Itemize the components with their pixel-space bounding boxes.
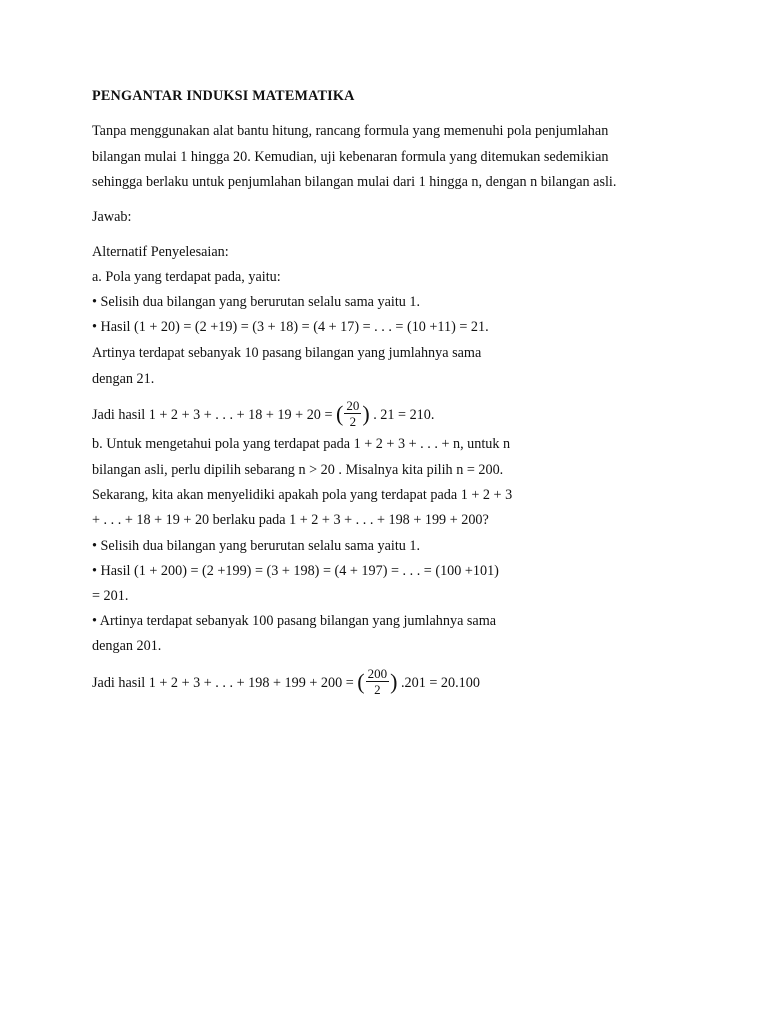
part-b-fraction <box>366 666 390 697</box>
alternative-title: Alternatif Penyelesaian: <box>92 244 229 260</box>
part-b-line-4: + . . . + 18 + 19 + 20 berlaku pada 1 + 2 + 3 + . . . + 198 + 199 + 200? <box>92 512 489 528</box>
part-b-bullet-3-cont: dengan 201. <box>92 638 162 654</box>
part-a-fraction <box>344 398 361 429</box>
intro-line-1: Tanpa menggunakan alat bantu hitung, rancang formula yang memenuhi pola penjumlahan <box>92 123 609 139</box>
open-paren: ( <box>357 668 365 694</box>
close-paren: ) <box>362 400 370 426</box>
close-paren: ) <box>390 668 398 694</box>
part-b-bullet-3: • Artinya terdapat sebanyak 100 pasang bilangan yang jumlahnya sama <box>92 613 497 629</box>
part-a-heading: a. Pola yang terdapat pada, yaitu: <box>92 269 281 285</box>
fraction-numerator: 200 <box>367 666 388 681</box>
part-b-line-3: Sekarang, kita akan menyelidiki apakah pola yang terdapat pada 1 + 2 + 3 <box>92 487 513 503</box>
part-b-result <box>92 668 480 699</box>
fraction-numerator: 20 <box>346 398 360 413</box>
open-paren: ( <box>336 400 344 426</box>
part-b-bullet-1: • Selisih dua bilangan yang berurutan selalu sama yaitu 1. <box>92 538 421 554</box>
part-b-bullet-2-cont: = 201. <box>92 588 129 604</box>
part-a-result-suffix: . 21 = 210. <box>369 406 435 423</box>
part-b-result-suffix: .201 = 20.100 <box>397 674 480 691</box>
jawab-label: Jawab: <box>92 209 132 225</box>
part-a-result-prefix: Jadi hasil 1 + 2 + 3 + . . . + 18 + 19 + 20 = <box>92 406 336 423</box>
part-b-line-1: b. Untuk mengetahui pola yang terdapat pada 1 + 2 + 3 + . . . + n, untuk n <box>92 436 511 452</box>
part-b-bullet-2: • Hasil (1 + 200) = (2 +199) = (3 + 198) = (4 + 197) = . . . = (100 +101) <box>92 563 499 579</box>
intro-line-3: sehingga berlaku untuk penjumlahan bilangan mulai dari 1 hingga n, dengan n bilangan asli. <box>92 174 617 190</box>
document-title: PENGANTAR INDUKSI MATEMATIKA <box>92 88 355 104</box>
part-a-meaning-1: Artinya terdapat sebanyak 10 pasang bilangan yang jumlahnya sama <box>92 345 482 361</box>
part-a-bullet-2: • Hasil (1 + 20) = (2 +19) = (3 + 18) = (4 + 17) = . . . = (10 +11) = 21. <box>92 319 489 335</box>
part-a-result <box>92 400 434 431</box>
intro-line-2: bilangan mulai 1 hingga 20. Kemudian, uji kebenaran formula yang ditemukan sedemikian <box>92 149 609 165</box>
fraction-denominator: 2 <box>349 414 357 429</box>
part-b-result-prefix: Jadi hasil 1 + 2 + 3 + . . . + 198 + 199 + 200 = <box>92 674 358 691</box>
part-a-bullet-1: • Selisih dua bilangan yang berurutan selalu sama yaitu 1. <box>92 294 421 310</box>
part-b-line-2: bilangan asli, perlu dipilih sebarang n > 20 . Misalnya kita pilih n = 200. <box>92 462 504 478</box>
part-a-meaning-2: dengan 21. <box>92 371 155 387</box>
fraction-denominator: 2 <box>374 682 381 697</box>
